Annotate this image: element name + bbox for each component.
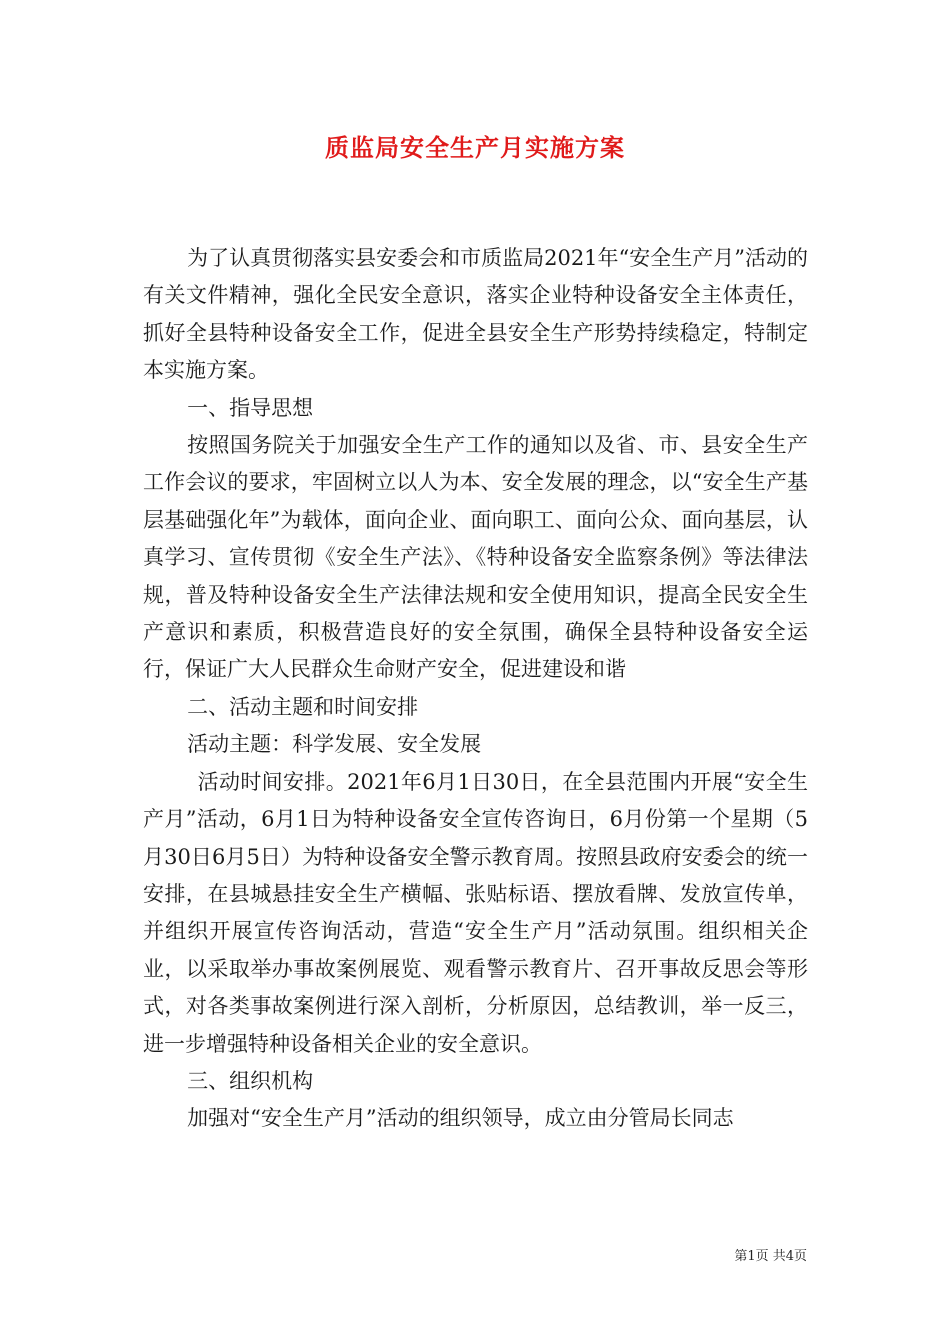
heading-theme-schedule: 二、活动主题和时间安排 <box>187 694 419 719</box>
paragraph-activity-theme: 活动主题：科学发展、安全发展 <box>187 732 482 757</box>
document-body <box>143 240 808 1138</box>
heading-organization: 三、组织机构 <box>187 1068 314 1093</box>
paragraph-intro: 为了认真贯彻落实县安委会和市质监局2021年“安全生产月”活动的有关文件精神，强化全民安全意识，落实企业特种设备安全主体责任，抓好全县特种设备安全工作，促进全县安全生产形势持续稳定，特制定本实施方案。 <box>143 246 809 383</box>
paragraph-organization: 加强对“安全生产月”活动的组织领导，成立由分管局长同志 <box>187 1106 734 1131</box>
paragraph-activity-schedule: 活动时间安排。2021年6月1日30日，在全县范围内开展“安全生产月”活动，6月1日为特种设备安全宣传咨询日，6月份第一个星期（5月30日6月5日）为特种设备安全警示教育周。按照县政府安委会的统一安排，在县城悬挂安全生产横幅、张贴标语、摆放看牌、发放宣传单，并组织开展宣传咨询活动，营造“安全生产月”活动氛围。组织相关企业，以采取举办事故案例展览、观看警示教育片、召开事故反思会等形式，对各类事故案例进行深入剖析，分析原因，总结教训，举一反三，进一步增强特种设备相关企业的安全意识。 <box>143 769 808 1056</box>
document-title: 质监局安全生产月实施方案 <box>325 133 625 162</box>
paragraph-guiding-ideology: 按照国务院关于加强安全生产工作的通知以及省、市、县安全生产工作会议的要求，牢固树立以人为本、安全发展的理念，以“安全生产基层基础强化年”为载体，面向企业、面向职工、面向公众、面向基层，认真学习、宣传贯彻《安全生产法》、《特种设备安全监察条例》等法律法规，普及特种设备安全生产法律法规和安全使用知识，提高全民安全生产意识和素质，积极营造良好的安全氛围，确保全县特种设备安全运行，保证广大人民群众生命财产安全，促进建设和谐 <box>143 433 808 682</box>
heading-guiding-ideology: 一、指导思想 <box>187 395 314 420</box>
page-number: 第1页 共4页 <box>734 1249 807 1264</box>
